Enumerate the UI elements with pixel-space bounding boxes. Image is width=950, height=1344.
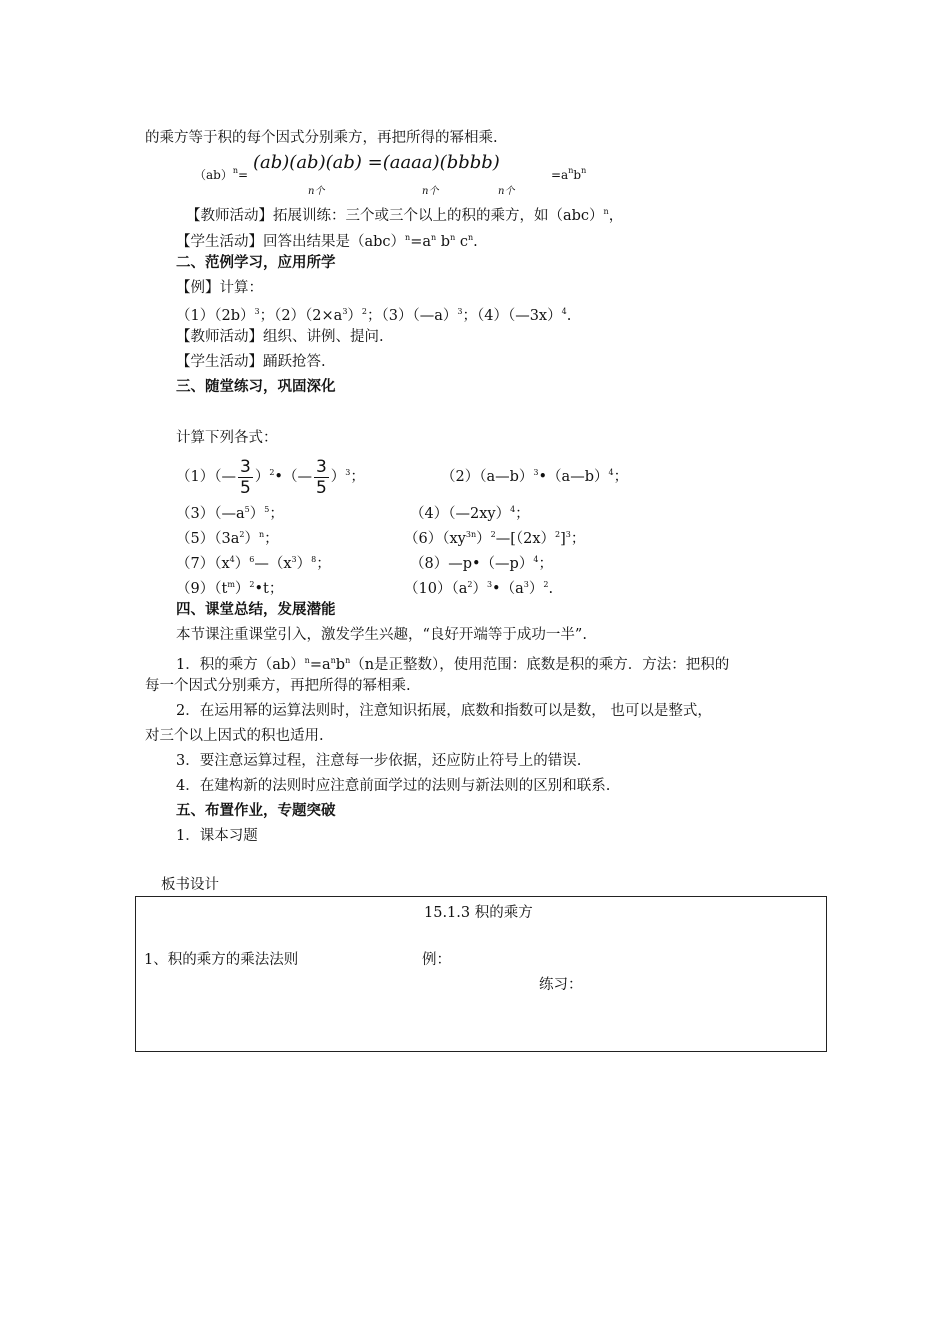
exercise-3: $(3)(—a^5)^5$； <box>176 505 284 522</box>
exercise-8: （8）—p•（—p）$^4$； <box>410 555 553 572</box>
example-items: $(1)(2b)^3$；$(2)(2\times a^3)^2$；（3）（—a）$^3$；（4）（—3x）$^4$. <box>176 307 572 324</box>
example-label: 【例】计算： <box>176 280 263 296</box>
summary-item-3: 3．要注意运算过程，注意每一步依据，还应防止符号上的错误. <box>176 753 582 769</box>
summary-item-1: 1．积的乘方$(ab)^n=a^nb^n(n$是正整数），使用范围：底数是积的乘方．方法：把积的 <box>176 656 730 673</box>
exercise-intro: 计算下列各式： <box>176 430 278 446</box>
exercise-7: $(7)(x^4)^6—(x^3)^8$； <box>176 555 331 572</box>
fraction: $\frac{3}{5}$ <box>315 456 327 498</box>
board-design-label: 板书设计 <box>161 877 219 893</box>
board-design-box <box>135 896 827 1052</box>
exercise-9: $(9)(t^m)^2•t$； <box>176 580 284 597</box>
exercise-2: （2）（a—b）$^3$•（a—b）$^4$； <box>441 468 629 485</box>
board-rule: 1、积的乘方的乘法法则 <box>144 952 299 968</box>
summary-item-2: 2．在运用幂的运算法则时，注意知识拓展，底数和指数可以是数， 也可以是整式， <box>176 703 712 719</box>
teacher-activity-1: 【教师活动】拓展训练：三个或三个以上的积的乘方，如（abc）$^n$， <box>186 207 624 224</box>
under-label: n个 <box>498 186 515 197</box>
exercise-10: $(10)(a^2)^3•(a^3)^2$. <box>404 580 554 597</box>
student-activity-1: 【学生活动】回答出结果是$(abc)^n=a^n$ $b^n$ $c^n$. <box>176 233 478 250</box>
fraction: $\frac{3}{5}$ <box>239 456 251 498</box>
section-heading-2: 二、范例学习，应用所学 <box>176 254 336 271</box>
summary-intro: 本节课注重课堂引入，激发学生兴趣，“良好开端等于成功一半”. <box>176 627 587 643</box>
formula-rhs: $=a^nb^n$ <box>551 166 587 182</box>
intro-text: 的乘方等于积的每个因式分别乘方，再把所得的幂相乘. <box>145 130 498 146</box>
board-practice: 练习： <box>539 977 583 993</box>
summary-item-2-continued: 对三个以上因式的积也适用. <box>145 728 324 744</box>
section-heading-5: 五、布置作业，专题突破 <box>176 802 336 819</box>
under-label: n个 <box>422 186 439 197</box>
student-activity-2: 【学生活动】踊跃抢答. <box>176 354 326 370</box>
summary-item-1-continued: 每一个因式分别乘方，再把所得的幂相乘. <box>145 678 411 694</box>
formula-lhs: （ab） <box>194 168 233 182</box>
formula-expansion: (ab)(ab)(ab) =(aaaa)(bbbb) <box>253 152 500 173</box>
section-heading-3: 三、随堂练习，巩固深化 <box>176 378 336 395</box>
teacher-activity-2: 【教师活动】组织、讲例、提问. <box>176 329 384 345</box>
board-title: 15.1.3 积的乘方 <box>424 905 533 921</box>
exercise-1: （1）（— $\frac{3}{5}$ ）$^2$•（— $\frac{3}{5}$ ）$^3$； <box>176 456 365 498</box>
summary-item-4: 4．在建构新的法则时应注意前面学过的法则与新法则的区别和联系. <box>176 778 611 794</box>
section-heading-4: 四、课堂总结，发展潜能 <box>176 601 336 618</box>
homework-item-1: 1．课本习题 <box>176 828 258 844</box>
under-label: n个 <box>308 186 325 197</box>
board-example: 例： <box>422 952 451 968</box>
exercise-6: $(6)(xy^{3n})^2—[(2x)^2]^3$； <box>404 530 586 547</box>
exercise-5: $(5)(3a^2)^n$； <box>176 530 279 547</box>
exercise-4: （4）（—2xy）$^4$； <box>410 505 530 522</box>
